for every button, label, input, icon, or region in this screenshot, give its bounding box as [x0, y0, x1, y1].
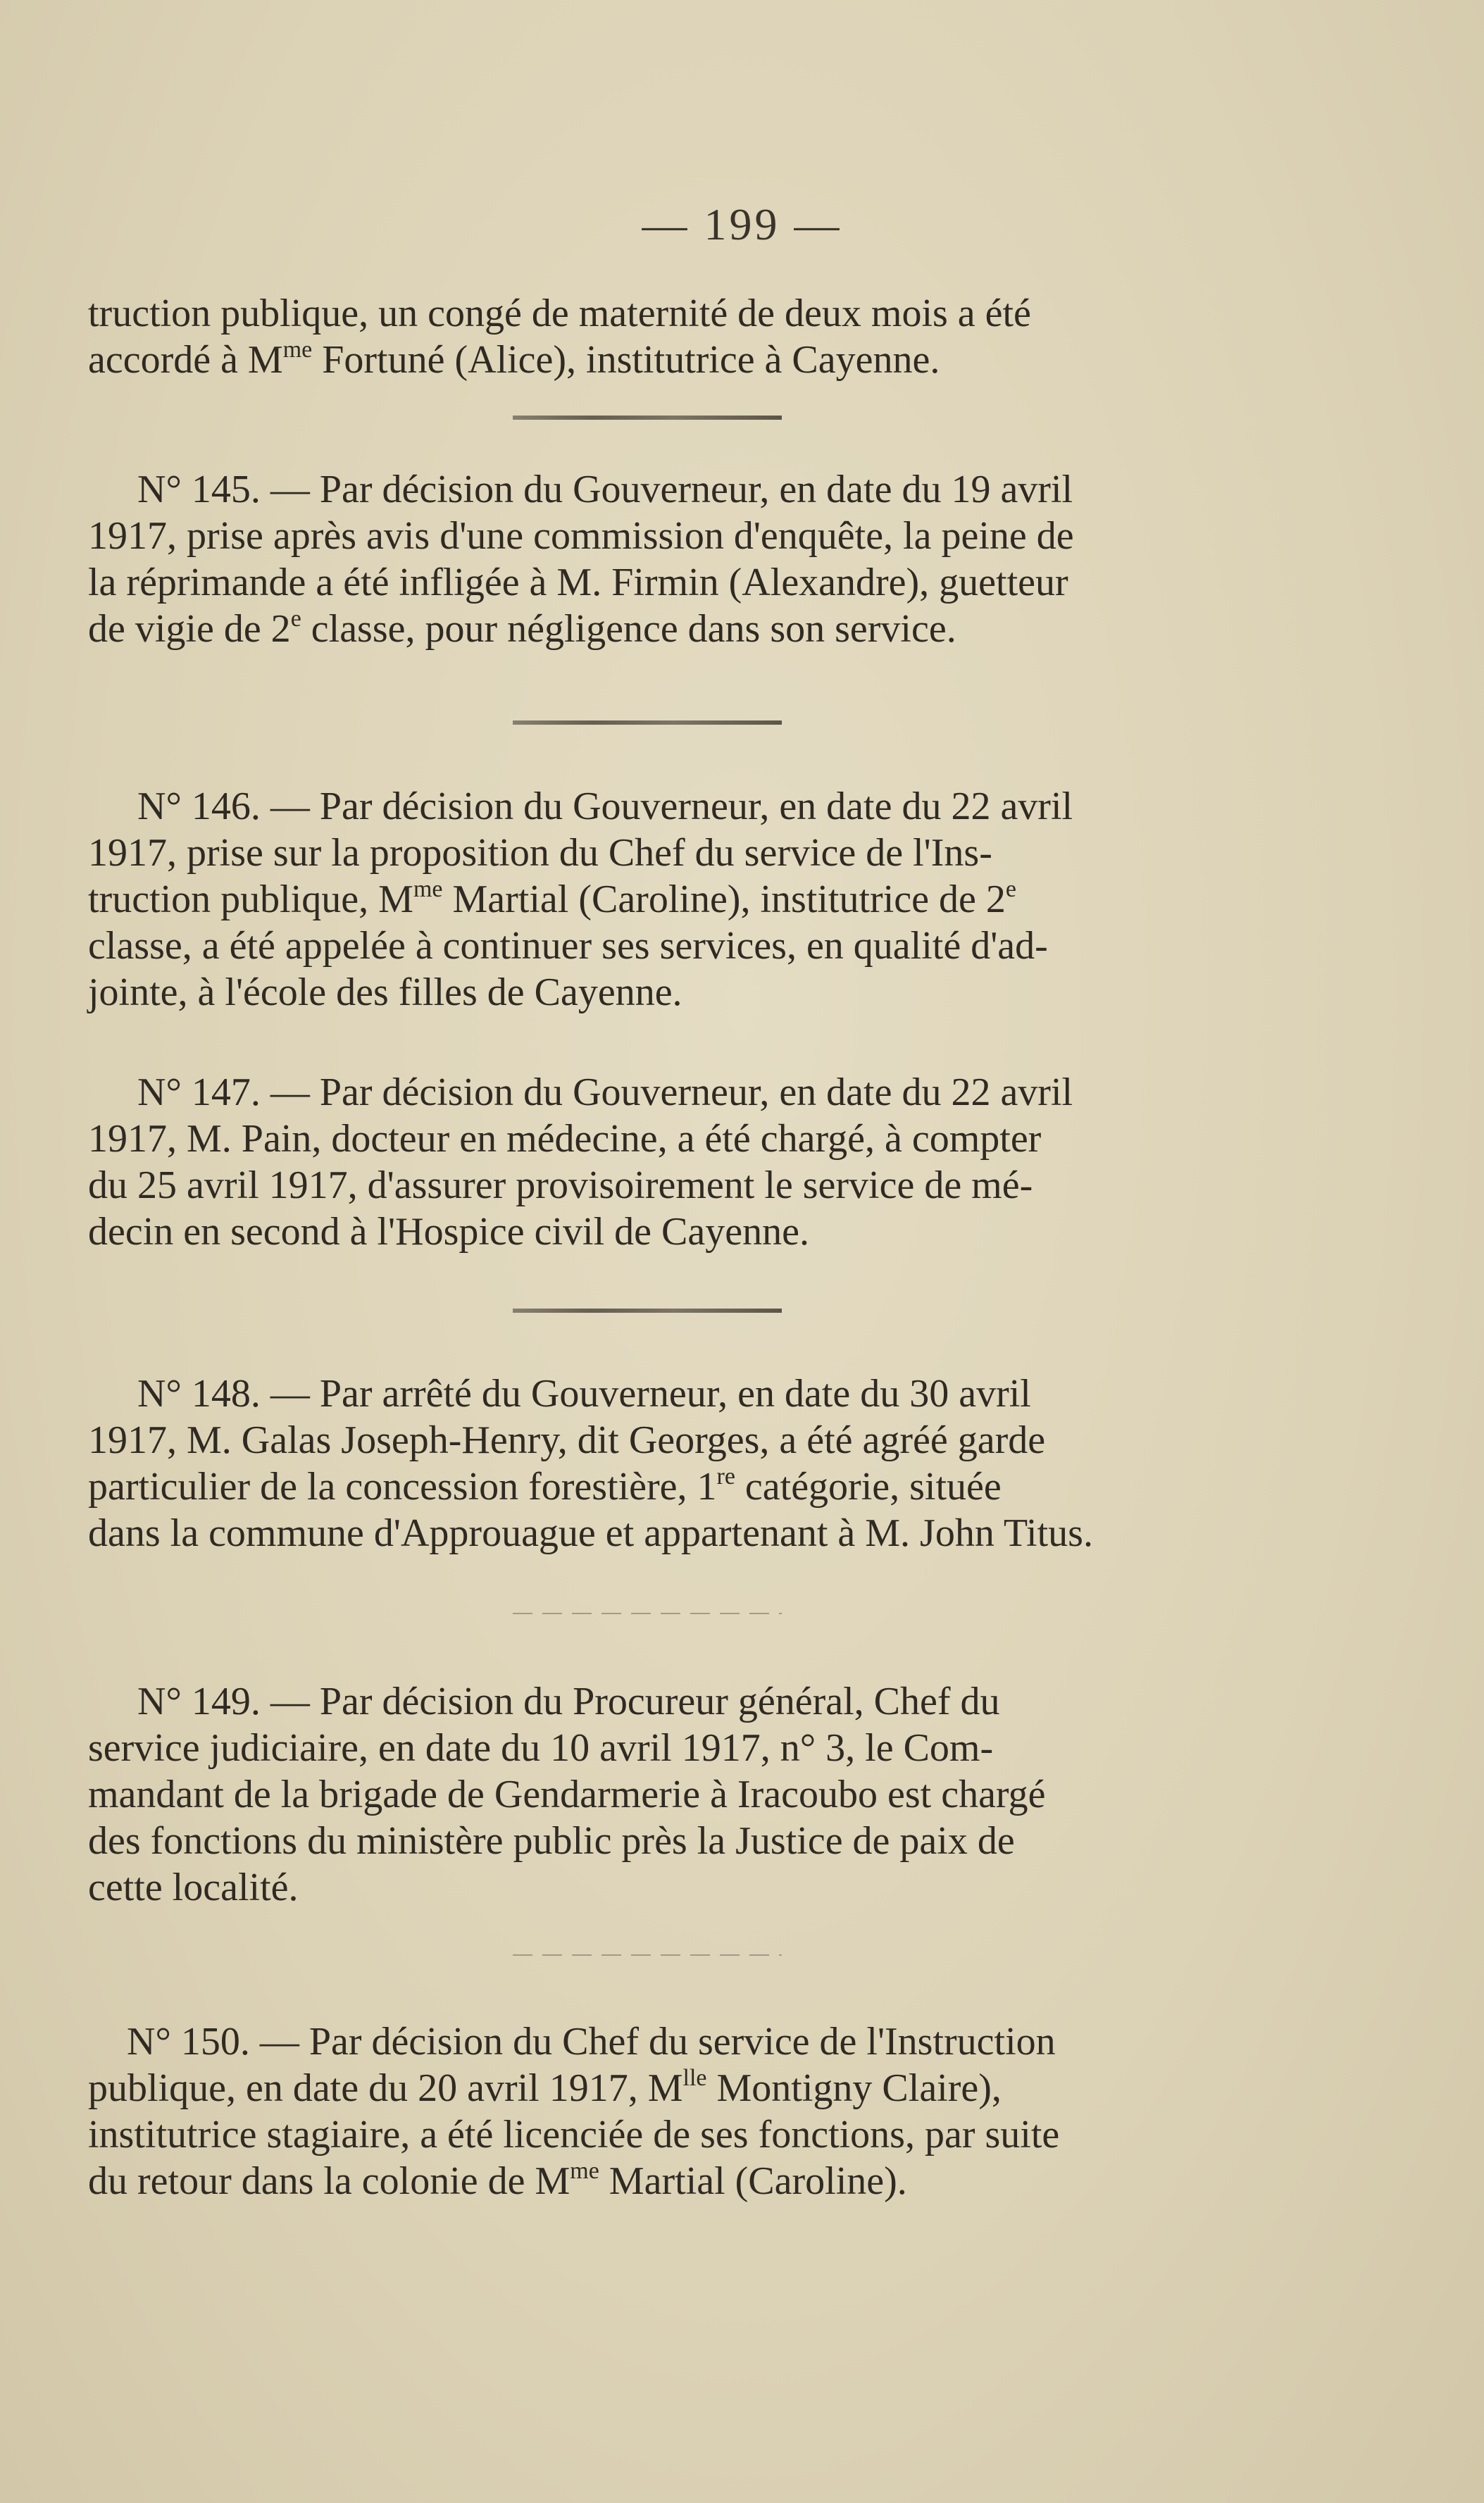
- text-line: accordé à $M^{me}$ Fortuné (Alice), institutrice à Cayenne.: [88, 337, 940, 382]
- text-line: particulier de la concession forestière, 1re catégorie, située: [88, 1463, 1002, 1509]
- text-line: N° 149. — Par décision du Procureur général, Chef du: [137, 1680, 1000, 1723]
- separator-rule: [513, 416, 782, 420]
- text-line: cette localité.: [88, 1866, 299, 1909]
- page-number: — 199 —: [642, 199, 842, 249]
- separator-rule: [513, 1309, 782, 1313]
- text-line: du retour dans la colonie de $M^{me}$ Martial (Caroline).: [88, 2158, 907, 2203]
- paragraph-150: [88, 2018, 1208, 2204]
- paragraph-148: [88, 1371, 1208, 1556]
- text-line: publique, en date du 20 avril 1917, $M^{lle}$ Montigny Claire),: [88, 2065, 1002, 2110]
- text-line: institutrice stagiaire, a été licenciée de ses fonctions, par suite: [88, 2113, 1060, 2156]
- text-line: 1917, prise après avis d'une commission d'enquête, la peine de: [88, 514, 1074, 558]
- separator-rule: [513, 1954, 782, 1956]
- paragraph-147: [88, 1069, 1208, 1255]
- text-line: service judiciaire, en date du 10 avril 1917, n° 3, le Com-: [88, 1726, 994, 1770]
- paragraph-146: [88, 783, 1208, 1016]
- text-line: la réprimande a été infligée à M. Firmin (Alexandre), guetteur: [88, 561, 1068, 604]
- text-line: N° 147. — Par décision du Gouverneur, en date du 22 avril: [137, 1071, 1073, 1114]
- paragraph-145: [88, 466, 1208, 652]
- text-line: du 25 avril 1917, d'assurer provisoirement le service de mé-: [88, 1163, 1033, 1207]
- text-line: jointe, à l'école des filles de Cayenne.: [88, 970, 682, 1014]
- text-line: truction publique, un congé de maternité de deux mois a été: [88, 292, 1031, 335]
- text-line: N° 148. — Par arrêté du Gouverneur, en date du 30 avril: [137, 1372, 1031, 1416]
- text-line: truction publique, $M^{me}$ Martial (Caroline), institutrice de 2e: [88, 876, 1016, 921]
- text-line: N° 150. — Par décision du Chef du service de l'Instruction: [127, 2020, 1056, 2064]
- text-line: mandant de la brigade de Gendarmerie à Iracoubo est chargé: [88, 1773, 1046, 1816]
- text-line: de vigie de 2e classe, pour négligence dans son service.: [88, 606, 956, 651]
- text-line: 1917, prise sur la proposition du Chef du service de l'Ins-: [88, 831, 992, 875]
- text-line: des fonctions du ministère public près la Justice de paix de: [88, 1819, 1015, 1863]
- separator-rule: [513, 720, 782, 725]
- text-line: N° 145. — Par décision du Gouverneur, en date du 19 avril: [137, 468, 1073, 511]
- paragraph-149: [88, 1678, 1208, 1911]
- text-line: 1917, M. Galas Joseph-Henry, dit Georges, a été agréé garde: [88, 1418, 1046, 1462]
- text-line: decin en second à l'Hospice civil de Cayenne.: [88, 1210, 809, 1254]
- text-line: dans la commune d'Approuague et appartenant à M. John Titus.: [88, 1511, 1093, 1555]
- text-line: classe, a été appelée à continuer ses services, en qualité d'ad-: [88, 924, 1048, 968]
- paragraph-continuation: [88, 290, 1208, 383]
- text-line: 1917, M. Pain, docteur en médecine, a été chargé, à compter: [88, 1117, 1042, 1161]
- separator-rule: [513, 1613, 782, 1614]
- text-line: N° 146. — Par décision du Gouverneur, en date du 22 avril: [137, 785, 1073, 828]
